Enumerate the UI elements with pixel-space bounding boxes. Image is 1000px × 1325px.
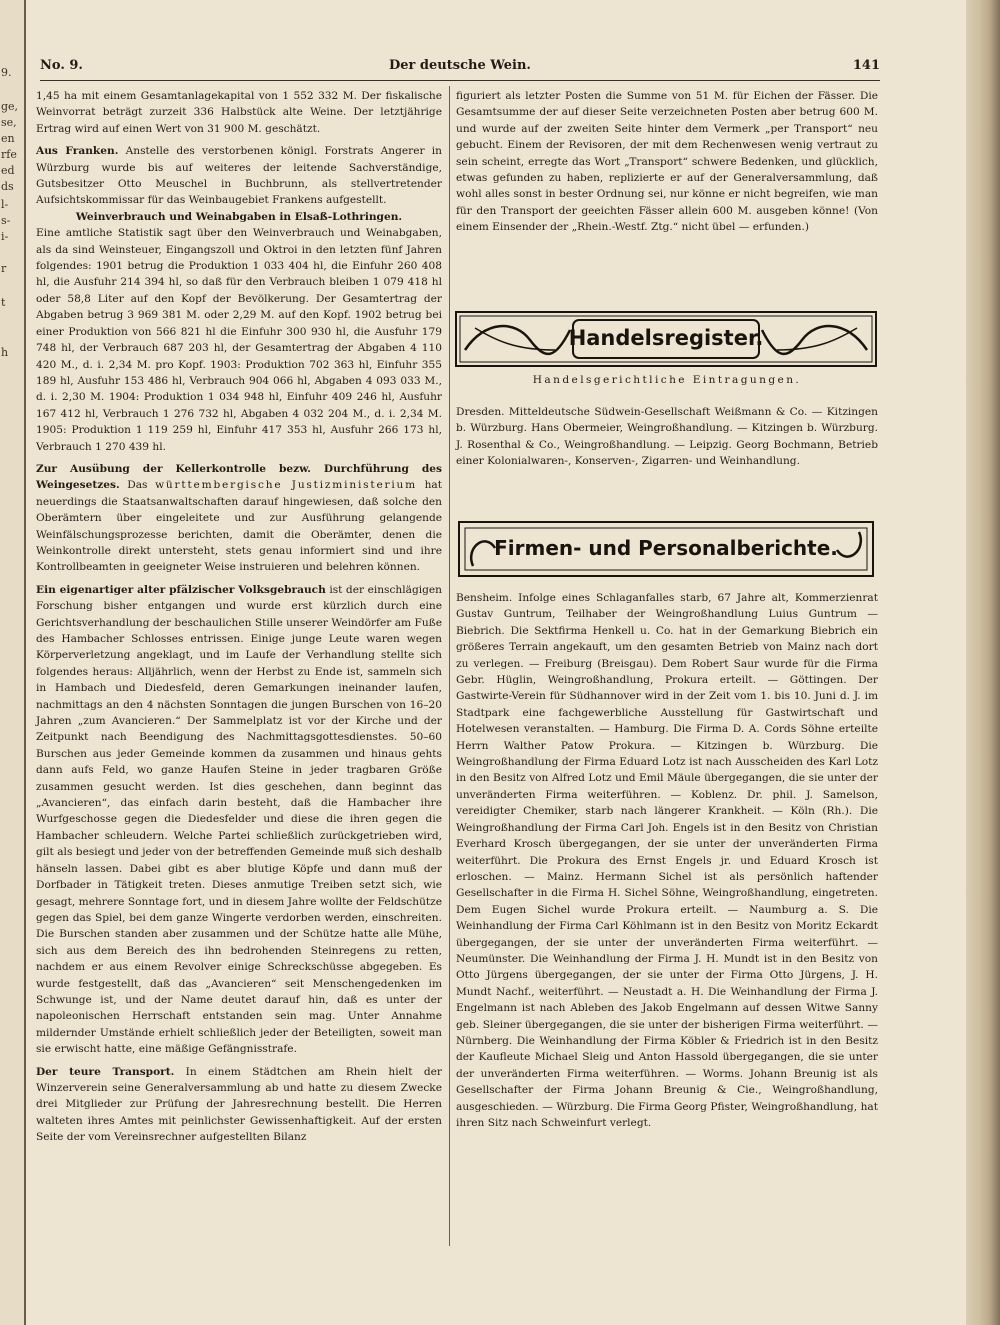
paragraph-body: Anstelle des verstorbenen königl. Forstrats Angerer in Würzburg wurde bis auf weiteres der leitende Sachverständige, Gutsbesitzer Otto Meuschel in Buchbrunn, als stellvertretender Aufsichtskommissar für das Weinbaugebiet Frankens aufgestellt. bbox=[36, 145, 442, 207]
page-header bbox=[40, 58, 880, 78]
handelsregister-entries bbox=[456, 404, 878, 470]
header-rule bbox=[40, 80, 880, 81]
right-column-top bbox=[456, 88, 878, 236]
margin-fragment: i- bbox=[1, 230, 9, 243]
paragraph-lead: Ein eigenartiger alter pfälzischer Volksgebrauch bbox=[36, 583, 326, 596]
paragraph: 1,45 ha mit einem Gesamtanlagekapital von 1 552 332 M. Der fiskalische Weinvorrat beträgt zurzeit 336 Halbstück alte Weine. Der letztjährige Ertrag wird auf einen Wert von 31 900 M. geschätzt. bbox=[36, 90, 442, 135]
paragraph-body: hat neuerdings die Staatsanwaltschaften darauf hingewiesen, daß solche den Oberämtern über eingeleitete und zur Ausführung gelangende Weinfälschungsprozesse berichten, damit die Oberämter, denen die Weinkontrolle direkt untersteht, stets genau informiert sind und ihre Kontrollbeamten in geeigneter Weise instruieren und belehren können. bbox=[36, 479, 443, 574]
paragraph bbox=[36, 582, 442, 1058]
margin-fragment: s- bbox=[1, 214, 11, 227]
paragraph-body: ist der einschlägigen Forschung bisher entgangen und wurde erst kürzlich durch eine Gerichtsverhandlung der beschaulichen Stille unserer Weindörfer am Fuße des Hambacher Schlosses entrissen. Einige junge Leute waren wegen Körperverletzung angeklagt, und im Laufe der Verhandlung stellte sich folgendes heraus: Alljährlich, wenn der Herbst zu Ende ist, sammeln sich in Hambach und Diedesfeld, deren Gemarkungen ineinander laufen, nachmittags an den 4 nächsten Sonntagen die jungen Burschen von 16–20 Jahren „zum Avancieren.“ Der Sammelplatz ist vor der Kirche und der Zeitpunkt nach Beendigung des Nachmittagsgottesdienstes. 50–60 Burschen aus jeder Gemeinde kommen da zusammen und hinaus gehts dann aufs Feld, wo ganze Haufen Steine in jeder tragbaren Größe zusammen gesucht werden. Ist dies geschehen, dann beginnt das „Avancieren“, das einfach darin besteht, daß die Hambacher ihre Wurfgeschosse gegen die Diedesfelder und diese die ihren gegen die Hambacher schleudern. Welche Partei schließlich zurückgetrieben wird, gilt als besiegt und jeder von der betreffenden Gemeinde muß sich deshalb hänseln lassen. Dabei gibt es aber blutige Köpfe und dann muß der Dorfbader in Tätigkeit treten. Dieses anmutige Treiben setzt sich, wie gesagt, mehrere Sonntage fort, und in diesem Jahre wollte der Feldschütze gegen das Spiel, bei dem ganze Wingerte verdorben werden, einschreiten. Die Burschen standen aber zusammen und der Schütze hatte alle Mühe, sich aus dem Bereich des ihn bedrohenden Steinregens zu retten, nachdem er aus einem Revolver einige Schreckschüsse abgegeben. Es wurde festgestellt, daß das „Avancieren“ seit Menschengedenken im Schwunge ist, und der Name deutet darauf hin, daß es unter der napoleonischen Herrschaft entstanden sein mag. Unter Annahme mildernder Umstände erhielt schließlich jeder der Beteiligten, soweit man sie erwischt hatte, eine mäßige Gefängnisstrafe. bbox=[36, 583, 442, 1056]
margin-fragment: t bbox=[1, 296, 6, 309]
issue-number: No. 9. bbox=[40, 58, 83, 73]
spaced-text: württembergische Justizministerium bbox=[155, 479, 418, 492]
firmen-entries bbox=[456, 590, 878, 1131]
paragraph: Bensheim. Infolge eines Schlaganfalles starb, 67 Jahre alt, Kommerzienrat Gustav Guntrum, Teilhaber der Weingroßhandlung Luius Guntrum — Biebrich. Die Sektfirma Henkell u. Co. hat in der Gemarkung Biebrich ein größeres Terrain angekauft, um den gesamten Betrieb von Mainz nach dort zu verlegen. — Freiburg (Breisgau). Dem Robert Saur wurde für die Firma Gebr. Hüglin, Weingroßhandlung, Prokura erteilt. — Göttingen. Der Gastwirte-Verein für Südhannover wird in der Zeit vom 1. bis 10. Juni d. J. im Stadtpark eine fachgewerbliche Ausstellung für Gastwirtschaft und Hotelwesen veranstalten. — Hamburg. Die Firma D. A. Cords Söhne erteilte Herrn Walther Patow Prokura. — Kitzingen b. Würzburg. Die Weingroßhandlung der Firma Eduard Lotz ist nach Ausscheiden des Karl Lotz in den Besitz von Alfred Lotz und Emil Mäule übergegangen, die sie unter der unveränderten Firma weiterführen. — Koblenz. Dr. phil. J. Samelson, vereidigter Chemiker, starb nach längerer Krankheit. — Köln (Rh.). Die Weingroßhandlung der Firma Carl Joh. Engels ist in den Besitz von Christian Everhard Krosch übergegangen, der sie unter der unveränderten Firma weiterführt. Die Prokura des Ernst Engels jr. und Eduard Krosch ist erloschen. — Mainz. Hermann Sichel ist als persönlich haftender Gesellschafter in die Firma H. Sichel Söhne, Weingroßhandlung, eingetreten. Dem Eugen Sichel wurde Prokura erteilt. — Naumburg a. S. Die Weinhandlung der Firma Carl Köhlmann ist in den Besitz von Moritz Eckardt übergegangen, der sie unter der unveränderten Firma weiterführt. — Neumünster. Die Weinhandlung der Firma J. H. Mundt ist in den Besitz von Otto Jürgens übergegangen, der sie unter der Firma Otto Jürgens, J. H. Mundt Nachf., weiterführt. — Neustadt a. H. Die Weinhandlung der Firma J. Engelmann ist nach Ableben des Jakob Engelmann auf dessen Witwe Sanny geb. Sleiner übergegangen, die sie unter der bisherigen Firma weiterführt. — Nürnberg. Die Weinhandlung der Firma Köbler & Friedrich ist in den Besitz der Kaufleute Michael Sleig und Anton Hassold übergegangen, die sie unter der unveränderten Firma weiterführen. — Worms. Johann Breunig ist als Gesellschafter der Firma Johann Breunig & Cie., Weingroßhandlung, ausgeschieden. — Würzburg. Die Firma Georg Pfister, Weingroßhandlung, hat ihren Sitz nach Schweinfurt verlegt. bbox=[456, 592, 878, 1129]
margin-fragment: l- bbox=[1, 198, 9, 211]
paragraph-lead: Aus Franken. bbox=[36, 145, 119, 158]
margin-fragment: ge, bbox=[1, 100, 19, 113]
page-edge bbox=[966, 0, 1000, 1325]
margin-fragment: ds bbox=[1, 180, 14, 193]
paragraph: Dresden. Mitteldeutsche Südwein-Gesellschaft Weißmann & Co. — Kitzingen b. Würzburg. Hans Obermeier, Weingroßhandlung. — Kitzingen b. Würzburg. J. Rosenthal & Co., Weingroßhandlung. — Leipzig. Georg Bochmann, Betrieb einer Kolonialwaren-, Konserven-, Zigarren- und Weinhandlung. bbox=[456, 406, 878, 468]
banner-title: Handelsregister. bbox=[568, 326, 764, 350]
margin-fragment: r bbox=[1, 262, 7, 275]
paragraph-lead: Der teure Transport. bbox=[36, 1065, 175, 1078]
paragraph bbox=[36, 143, 442, 209]
paragraph-body: Das bbox=[119, 479, 156, 492]
margin-fragment: en bbox=[1, 132, 15, 145]
section-heading: Weinverbrauch und Weinabgaben in Elsaß-Lothringen. bbox=[75, 210, 403, 223]
banner-title: Firmen- und Personalberichte. bbox=[494, 536, 838, 560]
sub-heading: Handelsgerichtliche Eintragungen. bbox=[532, 374, 802, 386]
margin-fragment: h bbox=[1, 346, 9, 359]
left-column bbox=[36, 88, 442, 1146]
paragraph: Eine amtliche Statistik sagt über den Weinverbrauch und Weinabgaben, als da sind Weinsteuer, Eingangszoll und Oktroi in den letzten fünf Jahren folgendes: 1901 betrug die Produktion 1 033 404 hl, die Einfuhr 260 408 hl, die Ausfuhr 214 394 hl, so daß für den Verbrauch bleiben 1 079 418 hl oder 58,8 Liter auf den Kopf der Bevölkerung. Der Gesamtertrag der Abgaben betrug 3 969 381 M. oder 2,29 M. auf den Kopf. 1902 betrug bei einer Produktion von 566 821 hl die Einfuhr 300 930 hl, die Ausfuhr 179 748 hl, der Verbrauch 687 203 hl, der Gesamtertrag der Abgaben 4 110 420 M., d. i. 2,34 M. pro Kopf. 1903: Produktion 702 363 hl, Einfuhr 355 189 hl, Ausfuhr 153 486 hl, Verbrauch 904 066 hl, Abgaben 4 093 033 M., d. i. 2,30 M. 1904: Produktion 1 034 948 hl, Einfuhr 409 246 hl, Ausfuhr 167 412 hl, Verbrauch 1 276 732 hl, Abgaben 4 032 204 M., d. i. 2,34 M. 1905: Produktion 1 119 259 hl, Einfuhr 417 353 hl, Ausfuhr 266 173 hl, Verbrauch 1 270 439 hl. bbox=[36, 227, 442, 453]
column-divider bbox=[449, 86, 450, 1246]
paragraph bbox=[36, 1064, 442, 1146]
previous-page-edge bbox=[0, 0, 26, 1325]
margin-fragment: 9. bbox=[1, 66, 12, 79]
paragraph-body: In einem Städtchen am Rhein hielt der Winzerverein seine Generalversammlung ab und hatte zu diesem Zwecke drei Mitglieder zur Prüfung der Jahresrechnung bestellt. Die Herren walteten ihres Amtes mit peinlichster Gewissenhaftigkeit. Auf der ersten Seite der vom Vereinsrechner aufgestellten Bilanz bbox=[36, 1065, 442, 1144]
paragraph bbox=[36, 461, 442, 576]
margin-fragment: se, bbox=[1, 116, 17, 129]
margin-fragment: ed bbox=[1, 164, 15, 177]
newspaper-title: Der deutsche Wein. bbox=[389, 58, 531, 73]
page-number: 141 bbox=[852, 58, 880, 73]
paragraph-lead: Zur Ausübung der Kellerkontrolle bezw. Durchführung des Weingesetzes. bbox=[36, 462, 442, 492]
paragraph: figuriert als letzter Posten die Summe von 51 M. für Eichen der Fässer. Die Gesamtsumme der auf dieser Seite verzeichneten Posten aber betrug 600 M. und wurde auf der zweiten Seite hinter dem Vermerk „per Transport“ neu gebucht. Einem der Revisoren, der mit dem Rechenwesen wenig vertraut zu sein scheint, erregte das Wort „Transport“ schwere Bedenken, und glücklich, etwas gefunden zu haben, replizierte er auf der Generalversammlung, daß wohl alles sonst in bester Ordnung sei, nur könne er nicht begreifen, wie man für den Transport der geeichten Fässer allein 600 M. ausgeben könne! (Von einem Einsender der „Rhein.-Westf. Ztg.“ nicht übel — erfunden.) bbox=[456, 90, 878, 234]
margin-fragment: rfe bbox=[1, 148, 17, 161]
firmen-banner bbox=[455, 518, 877, 580]
handelsregister-banner bbox=[455, 310, 877, 368]
